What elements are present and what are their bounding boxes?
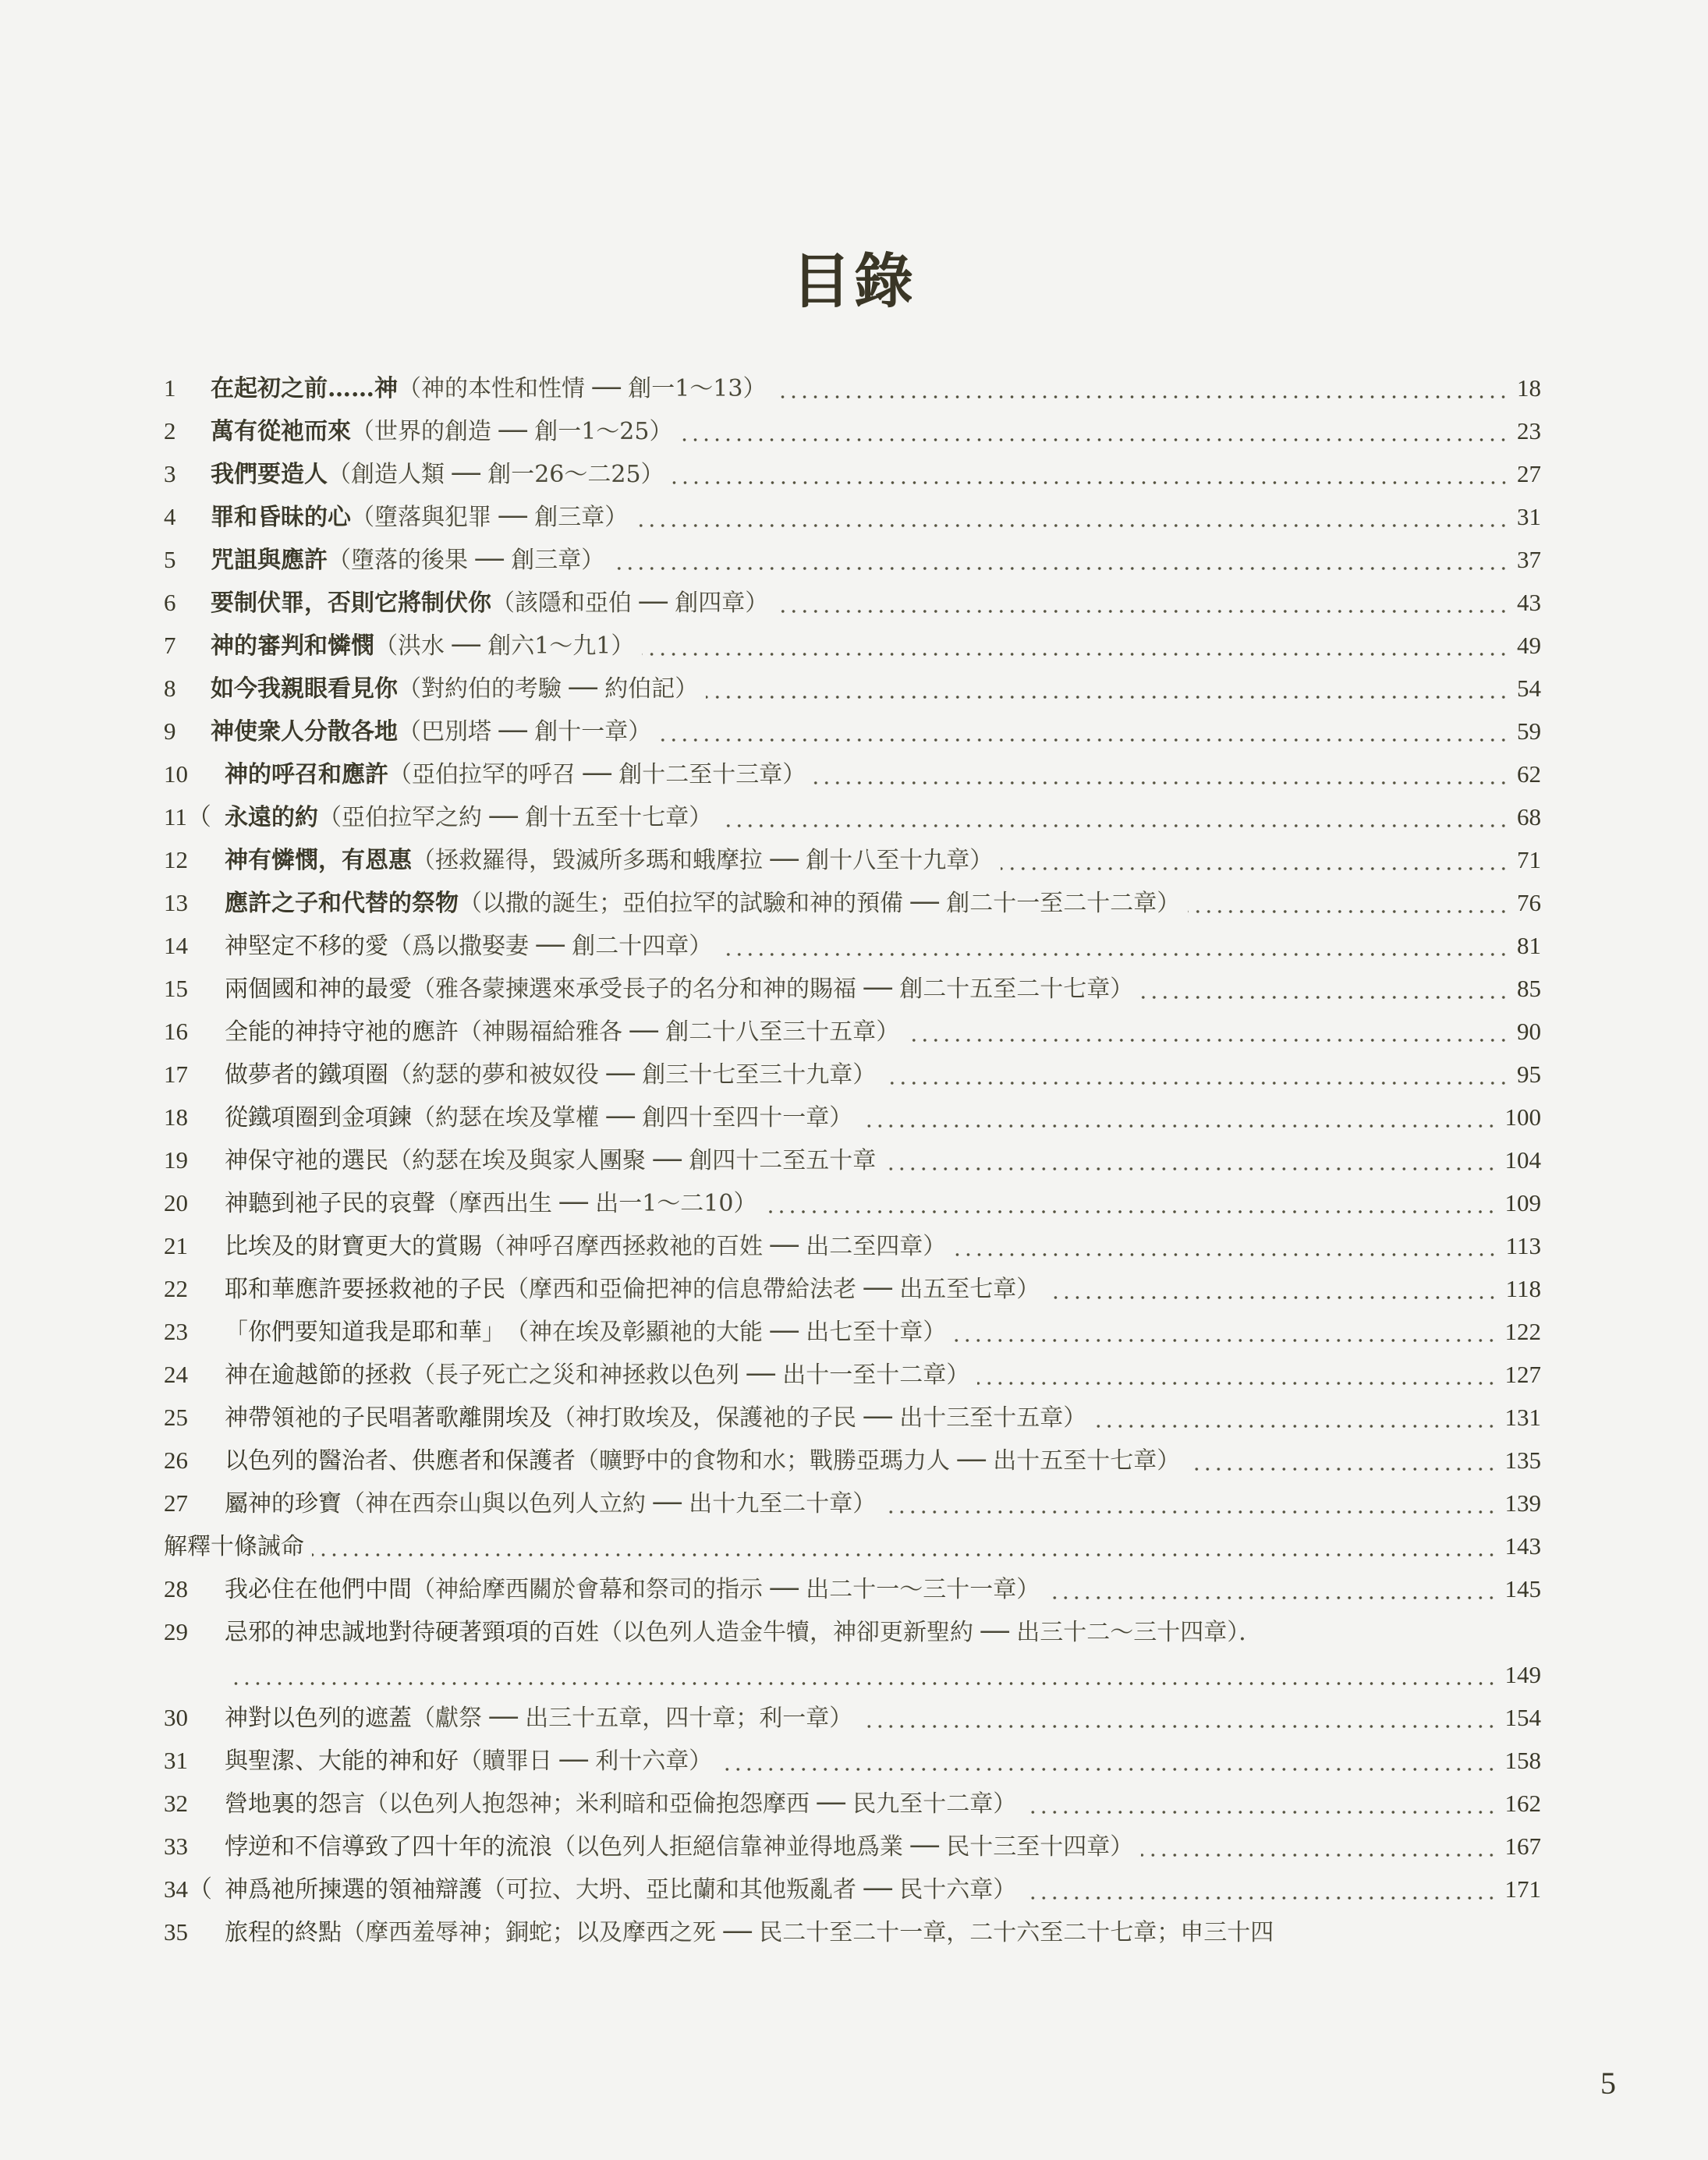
dot-leader [312, 1553, 1497, 1556]
entry-title[interactable]: 神對以色列的遮蓋 [225, 1705, 412, 1732]
entry-page[interactable]: 139 [1504, 1489, 1541, 1517]
entry-title[interactable]: 旅程的終點 [225, 1919, 342, 1946]
entry-subtitle: （墮落的後果 ── 創三章） [328, 547, 605, 574]
toc-entry[interactable] [164, 624, 1541, 667]
entry-subtitle: （爲以撒娶妻 ── 創二十四章） [388, 933, 713, 960]
entry-subtitle: （創造人類 ── 創一26～二25） [328, 461, 664, 488]
entry-number: 24 [164, 1361, 188, 1388]
entry-page[interactable]: 85 [1517, 975, 1541, 1002]
entry-number: 29 [164, 1618, 188, 1645]
dot-leader [672, 481, 1509, 484]
entry-title[interactable]: 神聽到祂子民的哀聲 [225, 1190, 435, 1217]
entry-subtitle: （以色列人造金牛犢，神卻更新聖約 ── 出三十二～三十四章）． [599, 1619, 1263, 1646]
entry-number: 5 [164, 546, 176, 573]
dot-leader [1141, 1854, 1497, 1857]
entry-page[interactable]: 104 [1504, 1146, 1541, 1174]
entry-subtitle: （神在埃及彰顯祂的大能 ── 出七至十章） [505, 1319, 947, 1346]
entry-title[interactable]: 耶和華應許要拯救祂的子民 [225, 1276, 505, 1303]
entry-page[interactable]: 135 [1504, 1446, 1541, 1474]
entry-page[interactable]: 162 [1504, 1790, 1541, 1817]
entry-page[interactable]: 27 [1517, 460, 1541, 487]
entry-number: 23 [164, 1318, 188, 1345]
entry-title[interactable]: 兩個國和神的最愛 [225, 976, 412, 1003]
entry-subtitle: （以撒的誕生；亞伯拉罕的試驗和神的預備 ── 創二十一至二十二章） [459, 890, 1181, 917]
entry-page[interactable]: 81 [1517, 932, 1541, 959]
toc-entry[interactable] [164, 452, 1541, 495]
entry-page[interactable]: 145 [1504, 1575, 1541, 1602]
dot-leader [884, 1510, 1497, 1514]
entry-title[interactable]: 與聖潔、大能的神和好 [225, 1747, 459, 1775]
entry-title[interactable]: 解釋十條誡命 [164, 1533, 304, 1560]
toc-entry[interactable] [164, 838, 1541, 881]
entry-page[interactable]: 127 [1504, 1361, 1541, 1388]
dot-leader [1001, 867, 1509, 870]
entry-subtitle: （以色列人抱怨神；米利暗和亞倫抱怨摩西 ── 民九至十二章） [365, 1790, 1017, 1818]
entry-title[interactable]: 要制伏罪，否則它將制伏你 [211, 590, 491, 617]
entry-page[interactable]: 76 [1517, 889, 1541, 916]
entry-number: 11（ [164, 803, 211, 830]
entry-title[interactable]: 神在逾越節的拯救 [225, 1362, 412, 1389]
entry-title[interactable]: 比埃及的財寶更大的賞賜 [225, 1233, 482, 1260]
dot-leader [612, 567, 1509, 570]
toc-entry[interactable] [164, 1096, 1541, 1138]
dot-leader [1188, 1468, 1497, 1471]
dot-leader [1047, 1596, 1497, 1599]
toc-entry[interactable] [164, 1482, 1541, 1524]
toc-entry[interactable] [164, 1439, 1541, 1482]
entry-page[interactable]: 68 [1517, 803, 1541, 830]
toc-entry[interactable] [164, 1267, 1541, 1310]
toc-entry[interactable] [164, 667, 1541, 710]
entry-subtitle: （可拉、大坍、亞比蘭和其他叛亂者 ── 民十六章） [482, 1876, 1017, 1903]
entry-number: 2 [164, 417, 176, 444]
entry-number: 26 [164, 1446, 188, 1474]
entry-number: 35 [164, 1918, 188, 1946]
entry-title[interactable]: 如今我親眼看見你 [211, 675, 398, 703]
toc-entry[interactable] [164, 581, 1541, 624]
entry-subtitle: （約瑟在埃及掌權 ── 創四十至四十一章） [412, 1104, 853, 1131]
toc-entry[interactable] [164, 1181, 1541, 1224]
entry-number: 30 [164, 1704, 188, 1731]
entry-title[interactable]: 罪和昏昧的心 [211, 504, 351, 531]
entry-subtitle: （亞伯拉罕的呼召 ── 創十二至十三章） [388, 761, 806, 788]
entry-title[interactable]: 悖逆和不信導致了四十年的流浪 [225, 1833, 552, 1861]
entry-number: 32 [164, 1790, 188, 1817]
dot-leader [680, 438, 1509, 441]
toc-entry[interactable] [164, 1053, 1541, 1096]
entry-subtitle: （拯救羅得，毀滅所多瑪和蛾摩拉 ── 創十八至十九章） [412, 847, 994, 874]
entry-page[interactable]: 54 [1517, 675, 1541, 702]
entry-number: 18 [164, 1103, 188, 1131]
entry-title[interactable]: 我們要造人 [211, 461, 328, 488]
toc-entry[interactable] [164, 967, 1541, 1010]
entry-number: 15 [164, 975, 188, 1002]
entry-title[interactable]: 全能的神持守祂的應許 [225, 1018, 459, 1046]
entry-subtitle: （以色列人拒絕信靠神並得地爲業 ── 民十三至十四章） [552, 1833, 1134, 1861]
entry-title[interactable]: 在起初之前……神 [211, 375, 398, 402]
entry-title[interactable]: 做夢者的鐵項圈 [225, 1061, 388, 1089]
entry-title[interactable]: 忌邪的神忠誠地對待硬著頸項的百姓 [225, 1619, 599, 1646]
entry-page[interactable]: 43 [1517, 589, 1541, 616]
entry-page[interactable]: 37 [1517, 546, 1541, 573]
entry-subtitle: （神的本性和性情 ── 創一1～13） [398, 375, 767, 402]
entry-title[interactable]: 營地裏的怨言 [225, 1790, 365, 1818]
entry-page[interactable]: 95 [1517, 1061, 1541, 1088]
dot-leader [706, 696, 1509, 699]
toc-entry[interactable] [164, 1396, 1541, 1439]
entry-page[interactable]: 23 [1517, 417, 1541, 444]
entry-title[interactable]: 神有憐憫，有恩惠 [225, 847, 412, 874]
entry-title[interactable]: 應許之子和代替的祭物 [225, 890, 459, 917]
toc-entry[interactable] [164, 1610, 1541, 1653]
toc-entry[interactable] [164, 1010, 1541, 1053]
dot-leader [954, 1253, 1497, 1256]
entry-page[interactable]: 143 [1504, 1532, 1541, 1560]
entry-subtitle: （曠野中的食物和水；戰勝亞瑪力人 ── 出十五至十七章） [576, 1447, 1181, 1475]
dot-leader [642, 653, 1509, 656]
toc-entry[interactable] [164, 1696, 1541, 1739]
entry-subtitle: （贖罪日 ── 利十六章） [459, 1747, 713, 1775]
entry-number: 12 [164, 846, 188, 873]
entry-page[interactable]: 100 [1504, 1103, 1541, 1131]
dot-leader [1141, 996, 1509, 999]
entry-subtitle: （神賜福給雅各 ── 創二十八至三十五章） [459, 1018, 900, 1046]
dot-leader [1047, 1296, 1497, 1299]
entry-number: 31 [164, 1747, 188, 1774]
toc-entry[interactable] [164, 495, 1541, 538]
entry-page[interactable]: 109 [1504, 1189, 1541, 1216]
entry-page[interactable]: 90 [1517, 1018, 1541, 1045]
entry-number: 20 [164, 1189, 188, 1216]
entry-number: 16 [164, 1018, 188, 1045]
entry-title[interactable]: 神爲祂所揀選的領袖辯護 [225, 1876, 482, 1903]
entry-title[interactable]: 神保守祂的選民 [225, 1147, 388, 1174]
dot-leader [720, 953, 1509, 956]
entry-subtitle: （對約伯的考驗 ── 約伯記） [398, 675, 699, 703]
entry-subtitle: （長子死亡之災和神拯救以色列 ── 出十一至十二章） [412, 1362, 970, 1389]
dot-leader [884, 1167, 1497, 1170]
entry-title[interactable]: 從鐵項圈到金項鍊 [225, 1104, 412, 1131]
toc-entry[interactable] [164, 1825, 1541, 1868]
dot-leader [636, 524, 1509, 527]
toc-entry[interactable] [164, 1868, 1541, 1910]
toc-entry[interactable] [164, 1567, 1541, 1610]
toc-entry[interactable] [164, 1224, 1541, 1267]
entry-title[interactable]: 神帶領祂的子民唱著歌離開埃及 [225, 1404, 552, 1432]
toc-entry[interactable] [164, 1739, 1541, 1782]
toc-entry[interactable] [164, 1782, 1541, 1825]
entry-title[interactable]: 神使衆人分散各地 [211, 718, 398, 745]
entry-subtitle: （獻祭 ── 出三十五章，四十章；利一章） [412, 1705, 853, 1732]
entry-subtitle: （墮落與犯罪 ── 創三章） [351, 504, 629, 531]
table-of-contents [164, 366, 1541, 1953]
entry-page[interactable]: 31 [1517, 503, 1541, 530]
dot-leader [860, 1124, 1497, 1128]
entry-number: 21 [164, 1232, 188, 1259]
dot-leader [720, 824, 1509, 827]
toc-entry[interactable] [164, 1353, 1541, 1396]
entry-number: 7 [164, 632, 176, 659]
entry-number: 3 [164, 460, 176, 487]
entry-page[interactable]: 49 [1517, 632, 1541, 659]
entry-number: 6 [164, 589, 176, 616]
entry-page[interactable]: 59 [1517, 717, 1541, 745]
entry-subtitle: （雅各蒙揀選來承受長子的名分和神的賜福 ── 創二十五至二十七章） [412, 976, 1134, 1003]
entry-subtitle: （神打敗埃及，保護祂的子民 ── 出十三至十五章） [552, 1404, 1087, 1432]
entry-number: 17 [164, 1061, 188, 1088]
toc-entry[interactable] [164, 752, 1541, 795]
entry-number: 33 [164, 1832, 188, 1860]
toc-entry[interactable] [164, 1138, 1541, 1181]
entry-page[interactable]: 18 [1517, 374, 1541, 402]
entry-title[interactable]: 以色列的醫治者、供應者和保護者 [225, 1447, 576, 1475]
entry-number: 9 [164, 717, 176, 745]
toc-entry[interactable] [164, 538, 1541, 581]
dot-leader [764, 1210, 1497, 1213]
entry-number: 25 [164, 1404, 188, 1431]
dot-leader [1024, 1896, 1497, 1900]
page-number: 5 [1600, 2066, 1616, 2101]
dot-leader [1024, 1811, 1497, 1814]
dot-leader [1094, 1425, 1497, 1428]
entry-subtitle: （亞伯拉罕之約 ── 創十五至十七章） [318, 804, 713, 831]
entry-title[interactable]: 神的呼召和應許 [225, 761, 388, 788]
entry-page[interactable]: 71 [1517, 846, 1541, 873]
entry-number: 34（ [164, 1875, 212, 1903]
entry-page[interactable]: 113 [1505, 1232, 1541, 1259]
entry-number: 22 [164, 1275, 188, 1302]
entry-number: 10 [164, 760, 188, 788]
entry-number: 28 [164, 1575, 188, 1602]
entry-page[interactable]: 171 [1504, 1875, 1541, 1903]
dot-leader [774, 395, 1509, 398]
dot-leader [977, 1382, 1497, 1385]
entry-title[interactable]: 咒詛與應許 [211, 547, 328, 574]
toc-entry[interactable] [164, 795, 1541, 838]
dot-leader [884, 1082, 1509, 1085]
entry-subtitle: （約瑟在埃及與家人團聚 ── 創四十二至五十章 [388, 1147, 877, 1174]
entry-title[interactable]: 「你們要知道我是耶和華」 [225, 1319, 505, 1346]
entry-page[interactable]: 131 [1504, 1404, 1541, 1431]
entry-subtitle: （巴別塔 ── 創十一章） [398, 718, 652, 745]
entry-subtitle: （世界的創造 ── 創一1～25） [351, 418, 673, 445]
toc-entry[interactable] [164, 409, 1541, 452]
entry-subtitle: （神呼召摩西拯救祂的百姓 ── 出二至四章） [482, 1233, 947, 1260]
dot-leader [776, 610, 1509, 613]
dot-leader [813, 781, 1509, 784]
entry-number: 8 [164, 675, 176, 702]
entry-number: 14 [164, 932, 188, 959]
entry-page[interactable]: 62 [1517, 760, 1541, 788]
entry-subtitle: （摩西和亞倫把神的信息帶給法老 ── 出五至七章） [505, 1276, 1040, 1303]
entry-subtitle: （約瑟的夢和被奴役 ── 創三十七至三十九章） [388, 1061, 877, 1089]
entry-page[interactable]: 158 [1504, 1747, 1541, 1774]
entry-subtitle: （洪水 ── 創六1～九1） [374, 632, 635, 660]
dot-leader [954, 1339, 1497, 1342]
entry-page[interactable]: 118 [1505, 1275, 1541, 1302]
entry-subtitle: （該隱和亞伯 ── 創四章） [491, 590, 769, 617]
dot-leader [860, 1725, 1497, 1728]
entry-page[interactable]: 122 [1504, 1318, 1541, 1345]
toc-entry[interactable] [164, 1524, 1541, 1567]
entry-subtitle: （摩西羞辱神；銅蛇；以及摩西之死 ── 民二十至二十一章，二十六至二十七章；申三十四 [342, 1919, 1274, 1946]
entry-title[interactable]: 永遠的約 [225, 804, 318, 831]
entry-page[interactable]: 167 [1504, 1832, 1541, 1860]
toc-entry[interactable] [164, 924, 1541, 967]
dot-leader [907, 1039, 1509, 1042]
toc-entry[interactable] [164, 1310, 1541, 1353]
entry-title[interactable]: 萬有從祂而來 [211, 418, 351, 445]
entry-subtitle: （神在西奈山與以色列人立約 ── 出十九至二十章） [342, 1490, 877, 1517]
entry-number: 1 [164, 374, 176, 402]
entry-number: 19 [164, 1146, 188, 1174]
page-title: 目錄 [792, 246, 916, 316]
entry-number: 27 [164, 1489, 188, 1517]
entry-page[interactable]: 149 [1504, 1661, 1541, 1688]
dot-leader [659, 738, 1509, 742]
entry-title[interactable]: 屬神的珍寶 [225, 1490, 342, 1517]
entry-title[interactable]: 我必住在他們中間 [225, 1576, 412, 1603]
entry-subtitle: （神給摩西關於會幕和祭司的指示 ── 出二十一～三十一章） [412, 1576, 1040, 1603]
entry-title[interactable]: 神堅定不移的愛 [225, 933, 388, 960]
toc-entry[interactable] [164, 881, 1541, 924]
dot-leader [232, 1682, 1497, 1685]
toc-entry[interactable] [164, 366, 1541, 409]
toc-entry[interactable] [164, 1910, 1541, 1953]
entry-number: 13 [164, 889, 188, 916]
entry-page[interactable]: 154 [1504, 1704, 1541, 1731]
dot-leader [1188, 910, 1509, 913]
entry-title[interactable]: 神的審判和憐憫 [211, 632, 374, 660]
toc-entry-continuation[interactable] [164, 1653, 1541, 1696]
entry-subtitle: （摩西出生 ── 出一1～二10） [435, 1190, 757, 1217]
dot-leader [720, 1768, 1497, 1771]
entry-number: 4 [164, 503, 176, 530]
toc-entry[interactable] [164, 710, 1541, 752]
